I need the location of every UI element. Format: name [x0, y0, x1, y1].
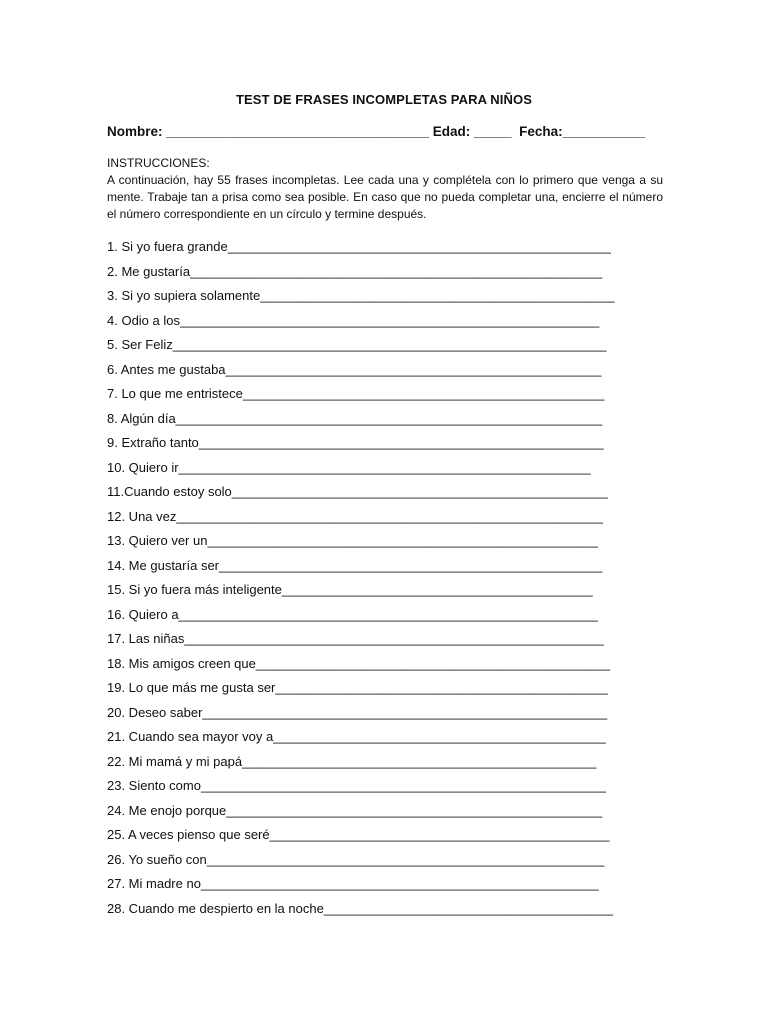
question-item: 7. Lo que me entristece__________________________________________________ — [107, 386, 605, 401]
question-item: 1. Si yo fuera grande_____________________________________________________ — [107, 239, 611, 254]
question-item: 2. Me gustaría_________________________________________________________ — [107, 263, 603, 279]
question-item: 6. Antes me gustaba____________________________________________________ — [107, 361, 602, 377]
question-item: 21. Cuando sea mayor voy a______________________________________________ — [107, 729, 606, 744]
question-item: 10. Quiero ir_________________________________________________________ — [107, 459, 591, 475]
question-item: 9. Extraño tanto________________________________________________________ — [107, 435, 604, 450]
question-item: 17. Las niñas__________________________________________________________ — [107, 631, 604, 646]
question-item: 23. Siento como________________________________________________________ — [107, 778, 606, 793]
question-item: 14. Me gustaría ser_____________________________________________________ — [107, 557, 603, 573]
student-info-line: Nombre: ___________________________________ Edad: _____ Fecha:___________ — [107, 124, 646, 139]
question-item: 27. Mi madre no_______________________________________________________ — [107, 876, 599, 891]
question-item: 26. Yo sueño con_______________________________________________________ — [107, 851, 605, 867]
question-item: 4. Odio a los__________________________________________________________ — [107, 312, 600, 328]
question-item: 15. Si yo fuera más inteligente___________________________________________ — [107, 582, 593, 597]
question-item: 5. Ser Feliz____________________________________________________________ — [107, 337, 607, 352]
instructions-text: A continuación, hay 55 frases incompletas. Lee cada una y complétela con lo primero que venga a su mente. Trabaje tan a prisa como sea posible. En caso que no pueda completar una, encierre el número el número correspondiente en un círculo y termine después. — [107, 173, 663, 221]
instructions-block — [107, 155, 663, 223]
question-item: 11.Cuando estoy solo____________________________________________________ — [107, 484, 608, 499]
question-list — [107, 237, 627, 923]
question-item: 13. Quiero ver un______________________________________________________ — [107, 533, 598, 548]
document-title: TEST DE FRASES INCOMPLETAS PARA NIÑOS — [236, 92, 532, 107]
question-item: 8. Algún día___________________________________________________________ — [107, 410, 603, 426]
instructions-heading: INSTRUCCIONES: — [107, 156, 210, 170]
question-item: 12. Una vez___________________________________________________________ — [107, 508, 603, 524]
question-item: 24. Me enojo porque____________________________________________________ — [107, 802, 603, 818]
question-item: 28. Cuando me despierto en la noche________________________________________ — [107, 900, 614, 916]
question-item: 25. A veces pienso que seré_______________________________________________ — [107, 827, 610, 842]
question-item: 22. Mi mamá y mi papá_________________________________________________ — [107, 753, 597, 769]
question-item: 3. Si yo supiera solamente_________________________________________________ — [107, 288, 615, 303]
question-item: 20. Deseo saber________________________________________________________ — [107, 704, 608, 720]
question-item: 18. Mis amigos creen que_________________________________________________ — [107, 655, 611, 671]
question-item: 19. Lo que más me gusta ser______________________________________________ — [107, 680, 608, 695]
question-item: 16. Quiero a__________________________________________________________ — [107, 606, 598, 622]
